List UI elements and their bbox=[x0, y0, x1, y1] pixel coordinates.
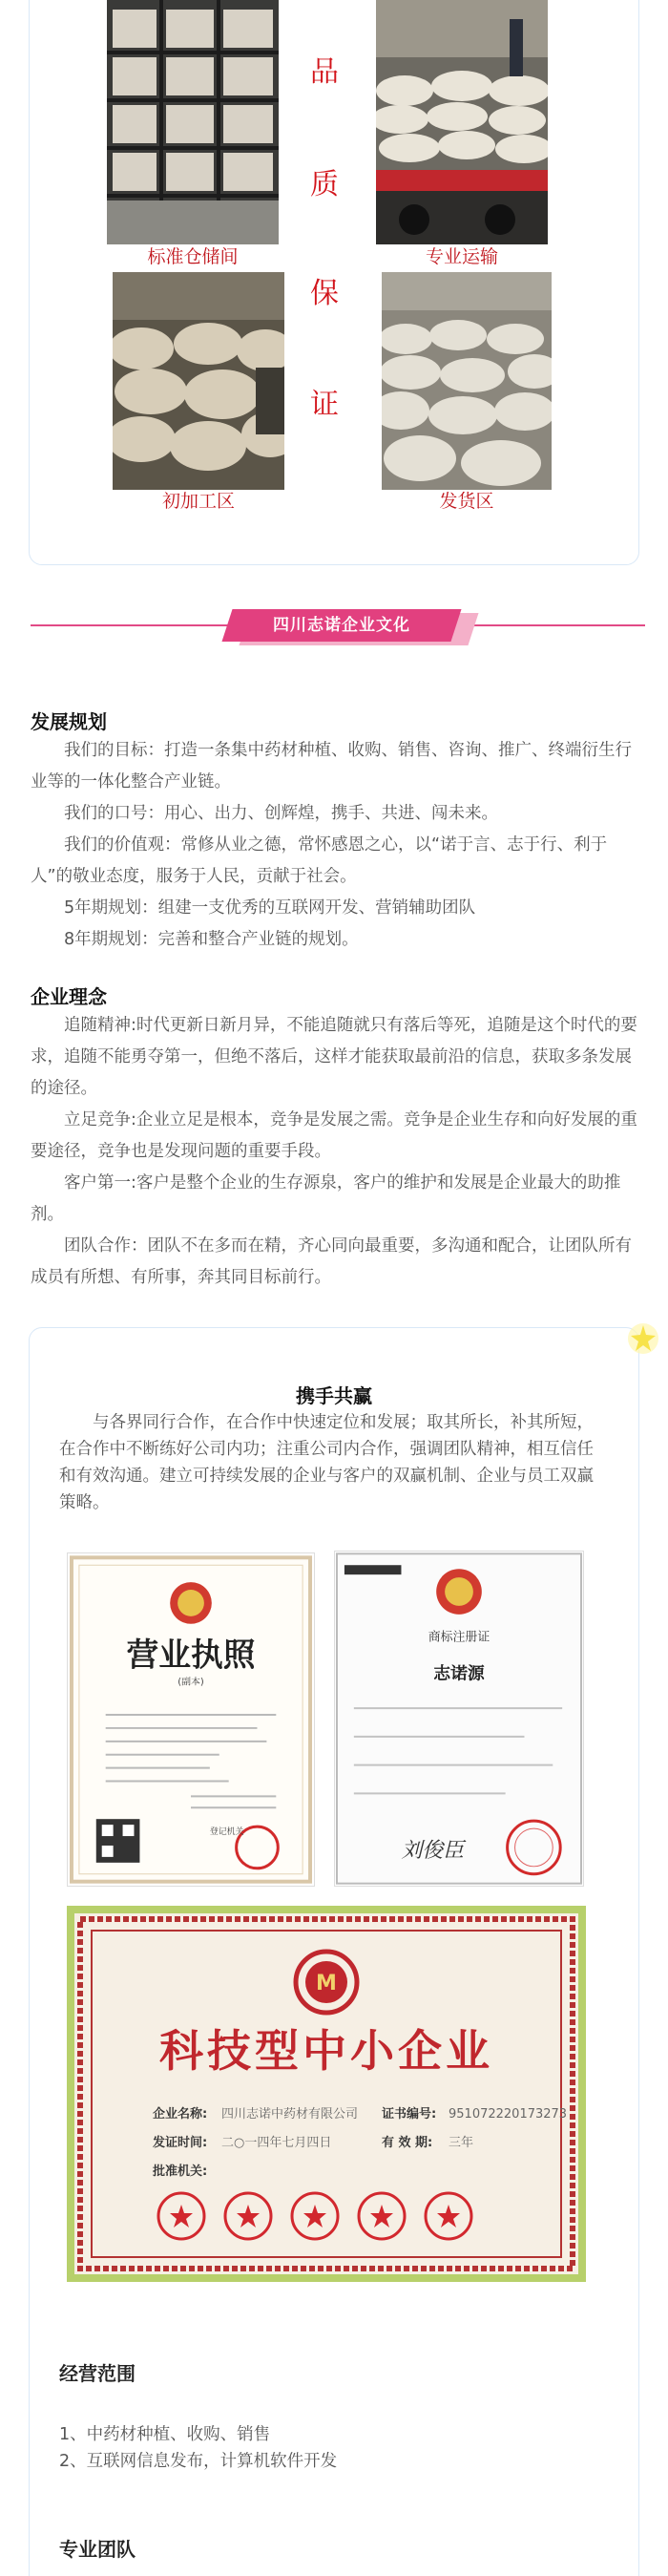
quality-char-1: 品 bbox=[310, 55, 339, 89]
scope-heading: 经营范围 bbox=[59, 2362, 136, 2385]
development-text bbox=[31, 735, 645, 956]
scope-item: 1、中药材种植、收购、销售 bbox=[59, 2425, 271, 2444]
cooperation-heading: 携手共赢 bbox=[296, 1384, 372, 1407]
trademark-header: 商标注册证 bbox=[428, 1630, 491, 1645]
philosophy-teamwork: 团队合作：团队不在多而在精，齐心同向最重要，多沟通和配合，让团队所有成员有所想、有所事，奔其同目标前行。 bbox=[31, 1236, 632, 1287]
svg-text:M: M bbox=[316, 1972, 337, 1995]
trademark-name: 志诺源 bbox=[433, 1663, 485, 1684]
star-corner-icon bbox=[611, 1318, 658, 1365]
cooperation-paragraph: 与各界同行合作，在合作中快速定位和发展；取其所长，补其所短，在合作中不断练好公司内功；注重公司内合作，强调团队精神，相互信任和有效沟通。建立可持续发展的企业与客户的双赢机制、企业与员工双赢策略。 bbox=[59, 1413, 594, 1512]
scope-list bbox=[59, 2421, 337, 2475]
sme-approver-label: 批准机关: bbox=[153, 2164, 208, 2179]
sme-company-value: 四川志诺中药材有限公司 bbox=[221, 2107, 359, 2122]
sme-cert-no-label: 证书编号: bbox=[382, 2107, 437, 2122]
development-slogan: 我们的口号：用心、出力、创辉煌，携手、共进、闯未来。 bbox=[64, 804, 498, 823]
quality-char-2: 质 bbox=[310, 168, 339, 201]
license-title: 营业执照 bbox=[126, 1635, 256, 1674]
transport-photo bbox=[376, 0, 548, 244]
sme-title: 科技型中小企业 bbox=[159, 2025, 493, 2077]
shipping-area-caption: 发货区 bbox=[439, 491, 494, 512]
sme-valid-value: 三年 bbox=[449, 2136, 474, 2150]
team-heading: 专业团队 bbox=[59, 2538, 136, 2561]
quality-char-3: 保 bbox=[310, 277, 339, 310]
philosophy-text bbox=[31, 1010, 645, 1294]
license-subtitle: (副本) bbox=[177, 1677, 204, 1688]
development-8yr-plan: 8年期规划：完善和整合产业链的规划。 bbox=[64, 930, 359, 949]
development-heading: 发展规划 bbox=[31, 710, 107, 733]
processing-area-photo bbox=[113, 272, 284, 490]
sme-valid-label: 有 效 期: bbox=[382, 2136, 433, 2150]
quality-char-4: 证 bbox=[310, 388, 339, 421]
storage-room-caption: 标准仓储间 bbox=[147, 246, 239, 267]
shipping-area-photo bbox=[382, 272, 552, 490]
trademark-signature: 刘俊臣 bbox=[401, 1838, 464, 1863]
development-goal: 我们的目标：打造一条集中药材种植、收购、销售、咨询、推广、终端衍生行业等的一体化整合产业链。 bbox=[31, 741, 632, 792]
processing-area-caption: 初加工区 bbox=[161, 491, 235, 512]
license-issuer: 登记机关 bbox=[209, 1827, 244, 1838]
transport-caption: 专业运输 bbox=[425, 246, 498, 267]
philosophy-compete: 立足竞争:企业立足是根本，竞争是发展之需。竞争是企业生存和向好发展的重要途径，竞争也是发现问题的重要手段。 bbox=[31, 1110, 637, 1161]
sme-date-label: 发证时间: bbox=[153, 2136, 208, 2150]
business-license-image bbox=[67, 1552, 315, 1887]
philosophy-customer: 客户第一:客户是整个企业的生存源泉，客户的维护和发展是企业最大的助推剂。 bbox=[31, 1173, 621, 1224]
cooperation-text bbox=[59, 1409, 609, 1516]
storage-room-photo bbox=[107, 0, 279, 244]
section-banner-title: 四川志诺企业文化 bbox=[273, 616, 410, 635]
development-5yr-plan: 5年期规划：组建一支优秀的互联网开发、营销辅助团队 bbox=[64, 898, 476, 918]
sme-cert-no-value: 951072220173273 bbox=[449, 2107, 568, 2122]
sme-date-value: 二○一四年七月四日 bbox=[221, 2136, 332, 2150]
philosophy-heading: 企业理念 bbox=[31, 985, 107, 1008]
development-values: 我们的价值观：常修从业之德，常怀感恩之心，以“诺于言、志于行、利于人”的敬业态度，服务于人民，贡献于社会。 bbox=[31, 835, 608, 886]
sme-certificate-image bbox=[67, 1906, 586, 2282]
philosophy-follow: 追随精神:时代更新日新月异，不能追随就只有落后等死，追随是这个时代的要求，追随不能勇夺第一，但绝不落后，这样才能获取最前沿的信息，获取多条发展的途径。 bbox=[31, 1016, 637, 1098]
sme-company-label: 企业名称: bbox=[153, 2107, 208, 2122]
scope-item: 2、互联网信息发布，计算机软件开发 bbox=[59, 2452, 338, 2471]
trademark-certificate-image bbox=[334, 1551, 584, 1887]
